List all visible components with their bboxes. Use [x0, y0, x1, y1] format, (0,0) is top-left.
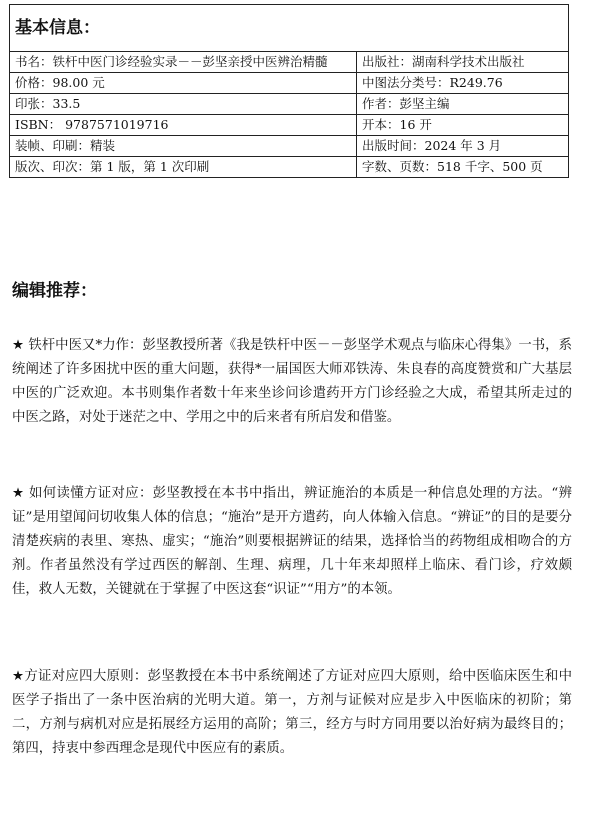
- recommend-paragraph-3: [12, 665, 572, 761]
- info-row: [10, 73, 569, 94]
- info-row: [10, 136, 569, 157]
- binding-cell: 装帧、印刷：精装: [10, 136, 357, 157]
- edition-cell: 版次、印次：第 1 版，第 1 次印刷: [10, 157, 357, 178]
- isbn-cell: ISBN： 9787571019716: [10, 115, 357, 136]
- info-row: [10, 52, 569, 73]
- paragraph-text: 方证对应四大原则：彭坚教授在本书中系统阐述了方证对应四大原则，给中医临床医生和中医学子指出了一条中医治病的光明大道。第一，方剂与证候对应是步入中医临床的初阶；第二，方剂与病机对应是拓展经方运用的高阶；第三，经方与时方同用要以治好病为最终目的；第四，持衷中参西理念是现代中医应有的素质。: [12, 669, 573, 756]
- info-row: [10, 115, 569, 136]
- recommend-paragraph-2: [12, 482, 572, 602]
- publisher-cell: 出版社：湖南科学技术出版社: [357, 52, 569, 73]
- editor-recommend-heading: 编辑推荐：: [12, 281, 97, 301]
- info-title: 基本信息：: [10, 5, 569, 52]
- basic-info-table: [9, 4, 569, 178]
- star-icon: ★: [12, 338, 25, 353]
- info-row: [10, 157, 569, 178]
- word-page-count-cell: 字数、页数：518 千字、500 页: [357, 157, 569, 178]
- author-cell: 作者：彭坚主编: [357, 94, 569, 115]
- book-name-cell: 书名：铁杆中医门诊经验实录－－彭坚亲授中医辨治精髓: [10, 52, 357, 73]
- sheets-cell: 印张：33.5: [10, 94, 357, 115]
- star-icon: ★: [12, 486, 25, 501]
- info-title-row: [10, 5, 569, 52]
- format-cell: 开本：16 开: [357, 115, 569, 136]
- info-row: [10, 94, 569, 115]
- publish-date-cell: 出版时间：2024 年 3 月: [357, 136, 569, 157]
- paragraph-text: 铁杆中医又*力作：彭坚教授所著《我是铁杆中医－－彭坚学术观点与临床心得集》一书，系统阐述了许多困扰中医的重大问题，获得*一届国医大师邓铁涛、朱良春的高度赞赏和广大基层中医的广泛欢迎。本书则集作者数十年来坐诊问诊遣药开方门诊经验之大成，希望其所走过的中医之路，对处于迷茫之中、学用之中的后来者有所启发和借鉴。: [12, 338, 572, 425]
- classification-cell: 中图法分类号：R249.76: [357, 73, 569, 94]
- star-icon: ★: [12, 669, 25, 684]
- price-cell: 价格：98.00 元: [10, 73, 357, 94]
- paragraph-text: 如何读懂方证对应：彭坚教授在本书中指出，辨证施治的本质是一种信息处理的方法。“辨证”是用望闻问切收集人体的信息；“施治”是开方遣药，向人体输入信息。“辨证”的目的是要分清楚疾病的表里、寒热、虚实；“施治”则要根据辨证的结果，选择恰当的药物组成相吻合的方剂。作者虽然没有学过西医的解剖、生理、病理，几十年来却照样上临床、看门诊，疗效颇佳，救人无数，关键就在于掌握了中医这套“识证”“用方”的本领。: [12, 486, 572, 597]
- recommend-paragraph-1: [12, 334, 572, 430]
